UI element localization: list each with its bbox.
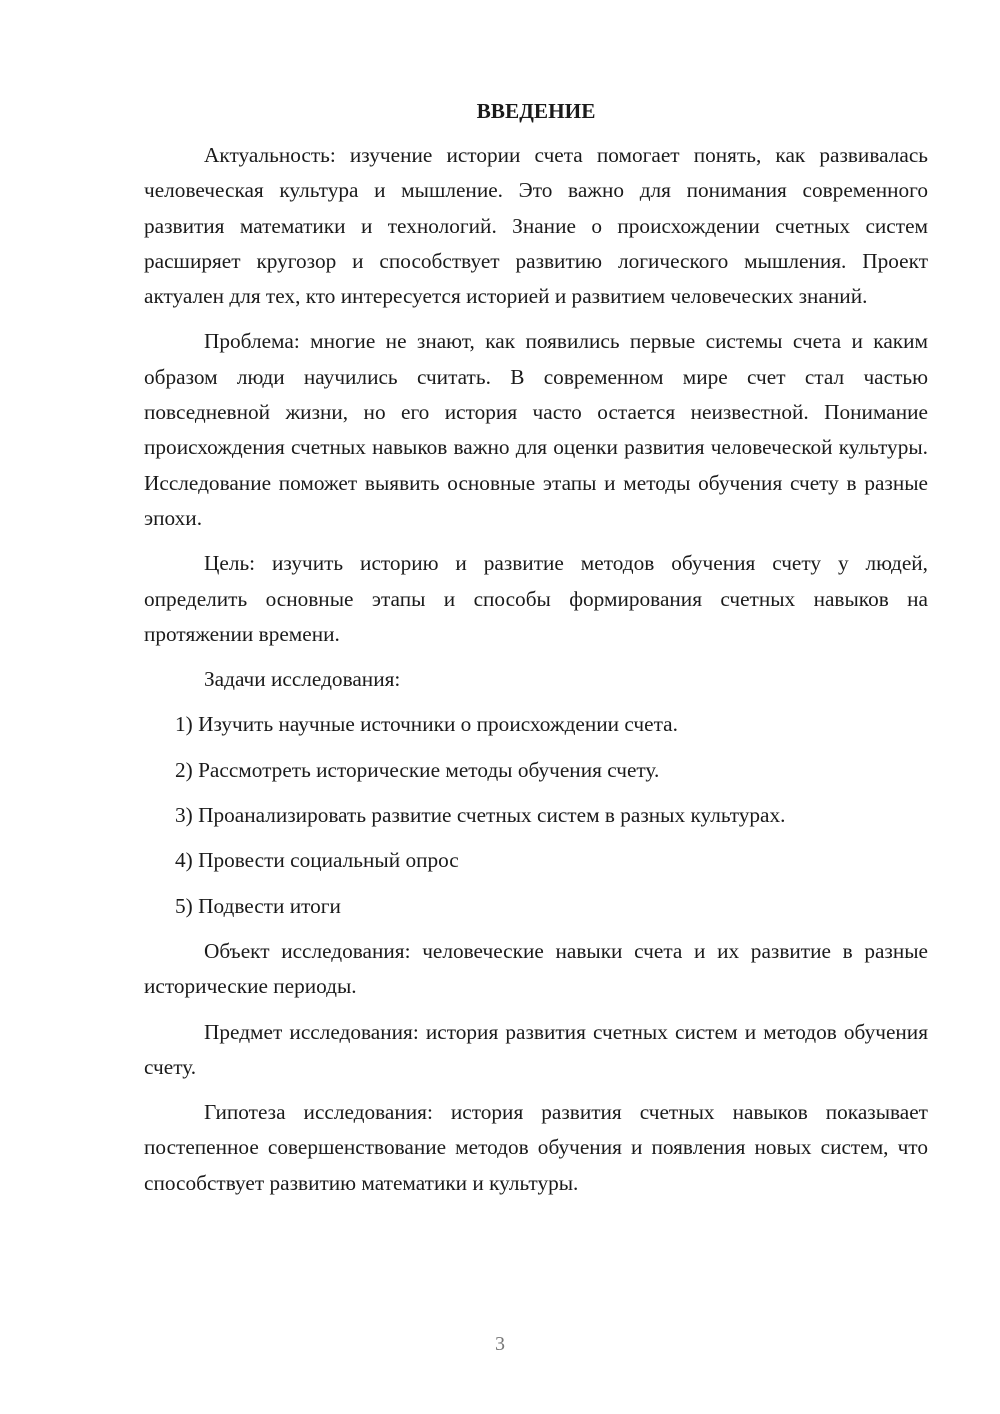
paragraph-problem: Проблема: многие не знают, как появились первые системы счета и каким образом люди научились считать. В современном мире счет стал частью повседневной жизни, но его история часто остается неизвестной. Понимание происхождения счетных навыков важно для оценки развития человеческой культуры. Исследование поможет выявить основные этапы и методы обучения счету в разные эпохи.: [144, 329, 928, 530]
list-item: 3) Проанализировать развитие счетных систем в разных культурах.: [175, 803, 786, 828]
tasks-heading: Задачи исследования:: [204, 667, 401, 692]
list-item: 2) Рассмотреть исторические методы обучения счету.: [175, 757, 660, 782]
paragraph-relevance: Актуальность: изучение истории счета помогает понять, как развивалась человеческая культура и мышление. Это важно для понимания современного развития математики и технологий. Знание о происхождении счетных систем расширяет кругозор и способствует развитию логического мышления. Проект актуален для тех, кто интересуется историей и развитием человеческих знаний.: [144, 143, 928, 309]
paragraph-goal: Цель: изучить историю и развитие методов обучения счету у людей, определить основные этапы и способы формирования счетных навыков на протяжении времени.: [144, 551, 928, 646]
paragraph-hypothesis: Гипотеза исследования: история развития счетных навыков показывает постепенное совершенствование методов обучения и появления новых систем, что способствует развитию математики и культуры.: [144, 1100, 928, 1195]
paragraph-object: Объект исследования: человеческие навыки счета и их развитие в разные исторические периоды.: [144, 938, 928, 999]
list-item: 1) Изучить научные источники о происхождении счета.: [175, 712, 678, 737]
page-number: 3: [495, 1333, 505, 1355]
tasks-list: [144, 707, 928, 923]
document-page: [144, 92, 928, 1211]
list-item: 5) Подвести итоги: [175, 893, 341, 918]
list-item: 4) Провести социальный опрос: [175, 848, 459, 873]
paragraph-subject: Предмет исследования: история развития счетных систем и методов обучения счету.: [144, 1019, 928, 1079]
page-title: ВВЕДЕНИЕ: [476, 99, 596, 123]
